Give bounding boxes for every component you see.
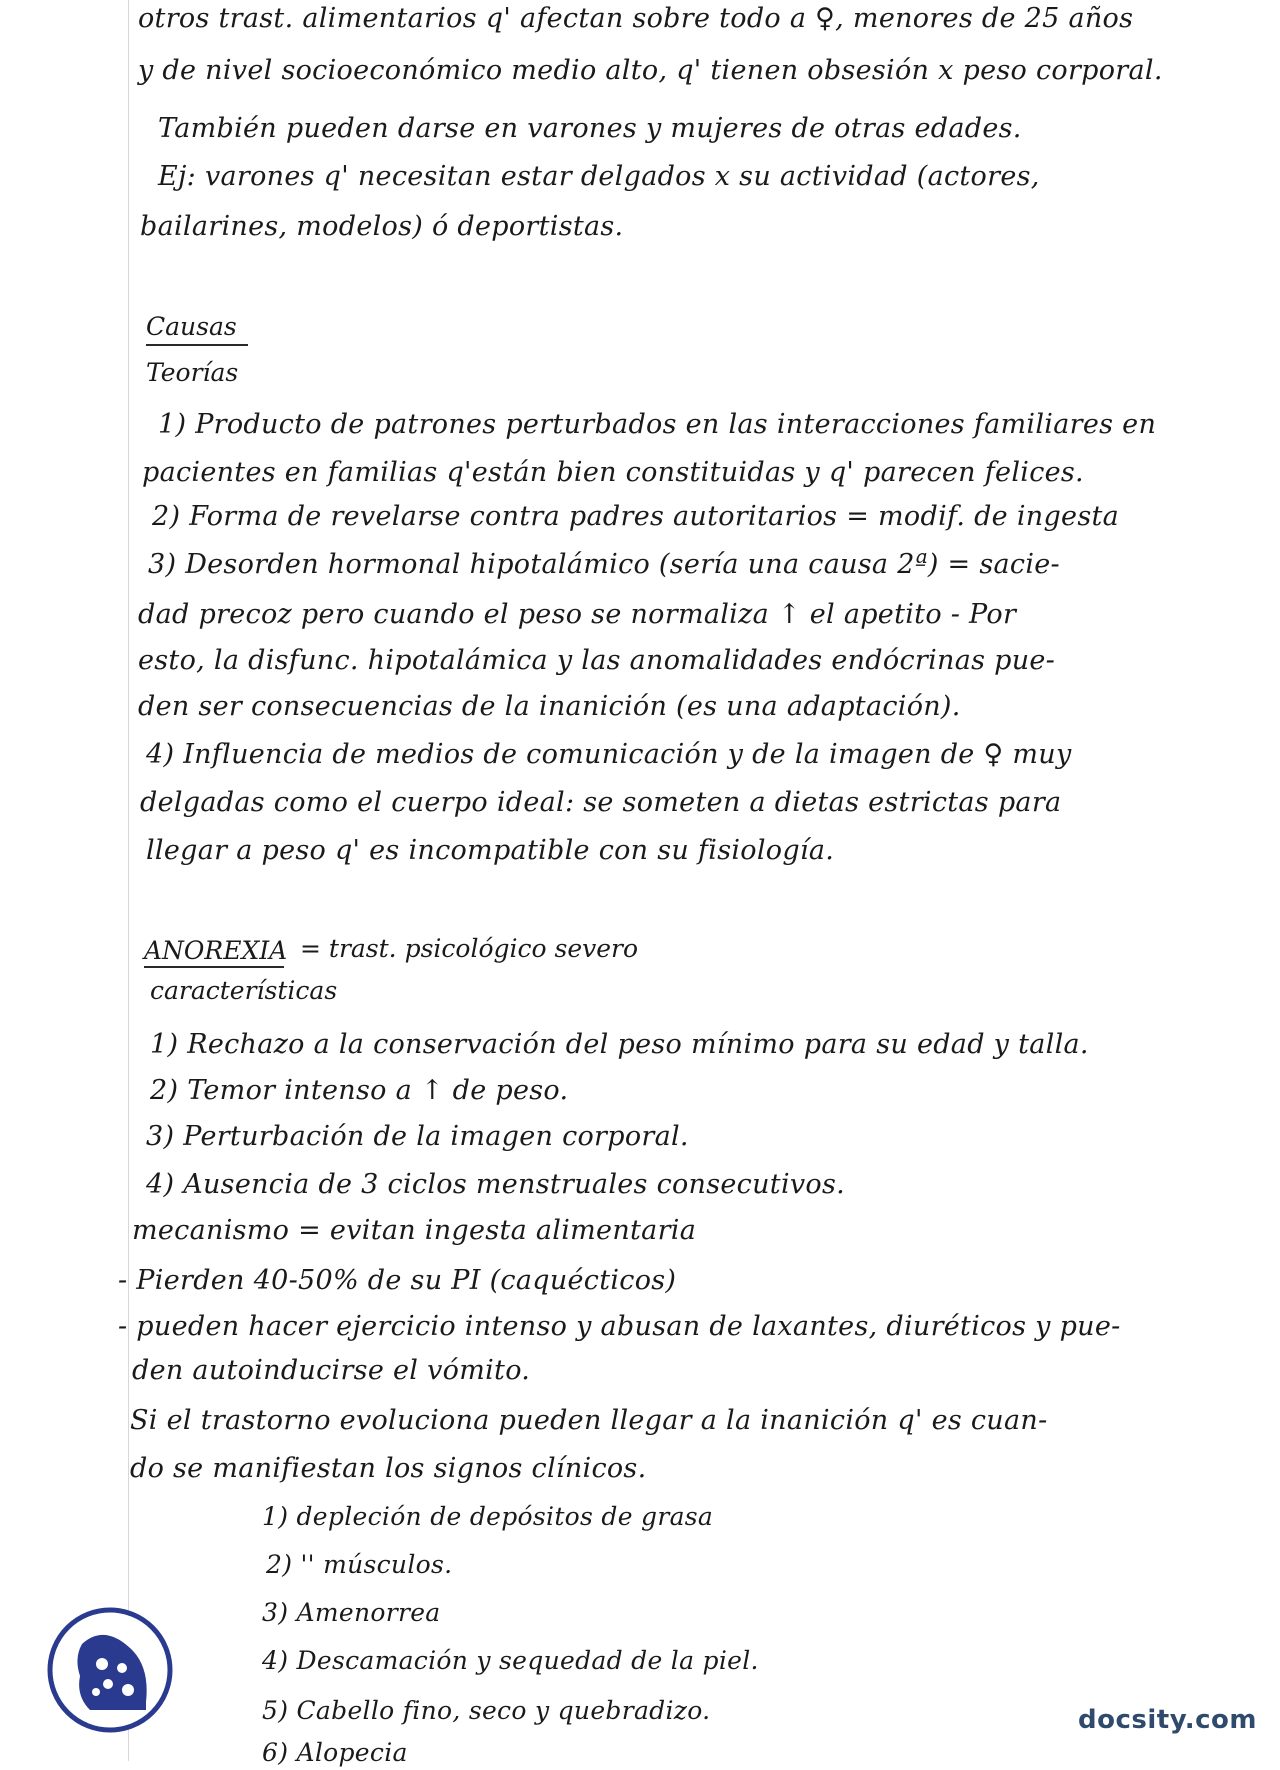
anorexia-heading: ANOREXIA (144, 936, 288, 965)
causas-line-9: delgadas como el cuerpo ideal: se someten a dietas estrictas para (140, 787, 1062, 818)
intro-line-4: Ej: varones q' necesitan estar delgados x su actividad (actores, (158, 161, 1040, 192)
docsity-brand-link[interactable]: docsity.com (1078, 1705, 1258, 1735)
anorexia-line-3: 3) Perturbación de la imagen corporal. (146, 1121, 689, 1152)
causas-heading-underline (146, 344, 248, 346)
sign-2: 2) '' músculos. (266, 1550, 453, 1579)
causas-line-4: 3) Desorden hormonal hipotalámico (sería una causa 2ª) = sacie- (148, 549, 1060, 580)
sign-6: 6) Alopecia (262, 1738, 408, 1767)
causas-line-1: 1) Producto de patrones perturbados en las interacciones familiares en (158, 409, 1157, 440)
sign-1: 1) depleción de depósitos de grasa (262, 1502, 714, 1531)
causas-line-5: dad precoz pero cuando el peso se normaliza ↑ el apetito - Por (138, 599, 1017, 630)
causas-line-3: 2) Forma de revelarse contra padres autoritarios = modif. de ingesta (152, 501, 1120, 532)
intro-line-2: y de nivel socioeconómico medio alto, q' tienen obsesión x peso corporal. (138, 55, 1163, 86)
sign-5: 5) Cabello fino, seco y quebradizo. (262, 1696, 711, 1725)
anorexia-subheading: características (150, 976, 338, 1005)
anorexia-line-7: - pueden hacer ejercicio intenso y abusan de laxantes, diuréticos y pue- (118, 1311, 1121, 1342)
sign-4: 4) Descamación y sequedad de la piel. (262, 1646, 759, 1675)
sign-3: 3) Amenorrea (262, 1598, 441, 1627)
causas-heading: Causas (146, 312, 237, 341)
anorexia-line-10: do se manifiestan los signos clínicos. (130, 1453, 647, 1484)
causas-line-6: esto, la disfunc. hipotalámica y las anomalidades endócrinas pue- (138, 645, 1056, 676)
anorexia-line-1: 1) Rechazo a la conservación del peso mínimo para su edad y talla. (150, 1029, 1089, 1060)
anorexia-line-5: mecanismo = evitan ingesta alimentaria (132, 1215, 697, 1246)
intro-line-5: bailarines, modelos) ó deportistas. (140, 211, 624, 242)
intro-line-3: También pueden darse en varones y mujeres de otras edades. (158, 113, 1022, 144)
anorexia-heading-rest: = trast. psicológico severo (300, 934, 639, 963)
intro-line-1: otros trast. alimentarios q' afectan sobre todo a ♀, menores de 25 años (138, 3, 1134, 34)
docsity-logo-icon (46, 1606, 174, 1734)
causas-line-7: den ser consecuencias de la inanición (es una adaptación). (138, 691, 961, 722)
page-margin-line (128, 0, 129, 1761)
anorexia-line-9: Si el trastorno evoluciona pueden llegar a la inanición q' es cuan- (130, 1405, 1048, 1436)
anorexia-heading-underline (144, 966, 284, 968)
causas-line-2: pacientes en familias q'están bien constituidas y q' parecen felices. (142, 457, 1084, 488)
causas-line-10: llegar a peso q' es incompatible con su fisiología. (146, 835, 835, 866)
causas-subheading: Teorías (146, 358, 239, 387)
anorexia-line-8: den autoinducirse el vómito. (132, 1355, 531, 1386)
causas-line-8: 4) Influencia de medios de comunicación y de la imagen de ♀ muy (146, 739, 1072, 770)
anorexia-line-6: - Pierden 40-50% de su PI (caquécticos) (118, 1265, 677, 1296)
anorexia-line-4: 4) Ausencia de 3 ciclos menstruales consecutivos. (146, 1169, 846, 1200)
anorexia-line-2: 2) Temor intenso a ↑ de peso. (150, 1075, 569, 1106)
